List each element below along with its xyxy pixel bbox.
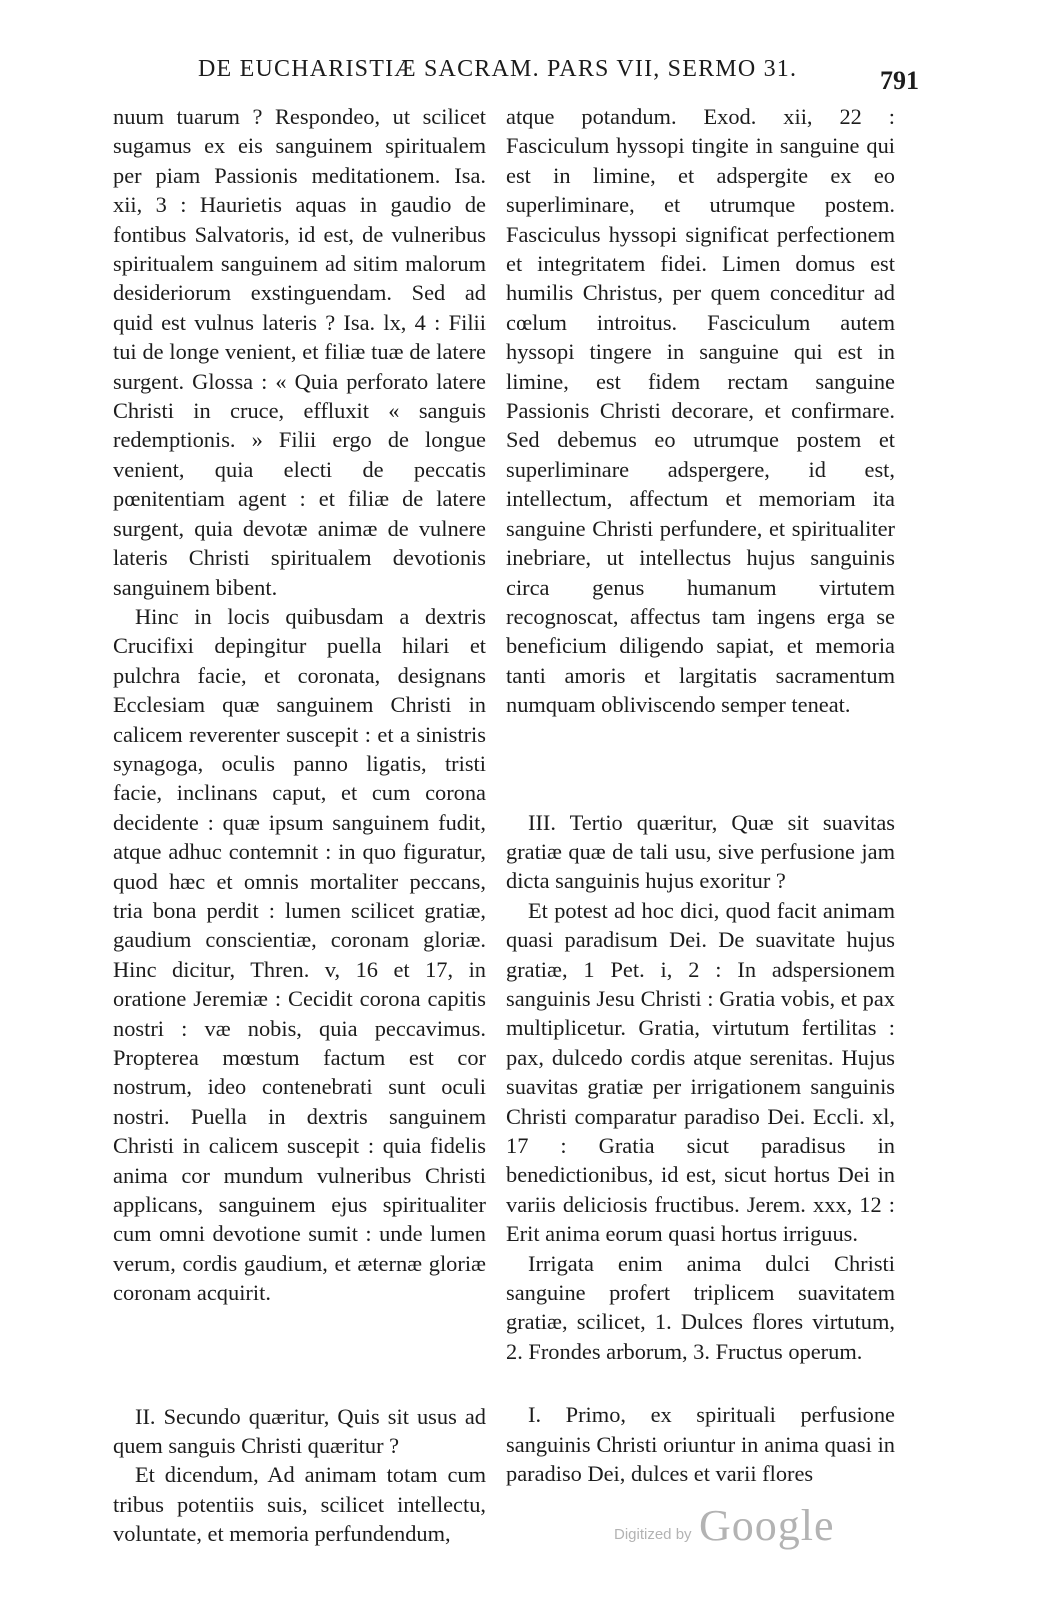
running-head: DE EUCHARISTIÆ SACRAM. PARS VII, SERMO 31. bbox=[198, 56, 798, 82]
left-column bbox=[113, 102, 486, 1549]
section-gap bbox=[113, 1308, 486, 1402]
right-column bbox=[506, 102, 895, 1488]
left-paragraph-1: nuum tuarum ? Respondeo, ut scilicet sugamus ex eis sanguinem spiritualem per piam Passionis meditationem. Isa. xii, 3 : Haurietis aquas in gaudio de fontibus Salvatoris, id est, de vulneribus spiritualem sanguinem ad sitim malorum desideriorum exstinguendam. Sed ad quid est vulnus lateris ? Isa. lx, 4 : Filii tui de longe venient, et filiæ tuæ de latere surgent. Glossa : « Quia perforato latere Christi in cruce, effluxit « sanguis redemptionis. » Filii ergo de longue venient, quia electi de peccatis pœnitentiam agent : et filiæ de latere surgent, quia devotæ animæ de vulnere lateris Christi spiritualem devotionis sanguinem bibent. bbox=[113, 104, 486, 600]
right-paragraph-4: Irrigata enim anima dulci Christi sanguine profert triplicem suavitatem gratiæ, scilicet, 1. Dulces flores virtutum, 2. Frondes arborum, 3. Fructus operum. bbox=[506, 1250, 895, 1364]
left-paragraph-2: Hinc in locis quibusdam a dextris Crucifixi depingitur puella hilari et pulchra facie, et coronata, designans Ecclesiam quæ sanguinem Christi in calicem reverenter suscepit : et a sinistris synagoga, oculis panno ligatis, tristi facie, inclinans caput, et cum corona decidente : quæ ipsum sanguinem fudit, atque adhuc contemnit : in quo figuratur, quod hæc et omnis mortaliter peccans, tria bona perdit : lumen scilicet gratiæ, gaudium conscientiæ, coronam gloriæ. Hinc dicitur, Thren. v, 16 et 17, in oratione Jeremiæ : Cecidit corona capitis nostri : væ nobis, quia peccavimus. Propterea mœstum factum est cor nostrum, ideo contenebrati sunt oculi nostri. Puella in dextris sanguinem Christi in calicem suscepit : quia fidelis anima cor mundum vulneribus Christi applicans, sanguinem ejus spiritualiter cum omni devotione sumit : unde lumen verum, cordis gaudium, et æternæ gloriæ coronam acquirit. bbox=[113, 603, 486, 1306]
right-paragraph-3: Et potest ad hoc dici, quod facit animam quasi paradisum Dei. De suavitate hujus gratiæ, 1 Pet. i, 2 : In adspersionem sanguinis Jesu Christi : Gratia vobis, et pax multiplicetur. Gratia, virtutum fertilitas : pax, dulcedo cordis atque serenitas. Hujus suavitas gratiæ per irrigationem sanguinis Christi comparatur paradiso Dei. Eccli. xl, 17 : Gratia sicut paradisus in benedictionibus, id est, sicut hortus Dei in variis deliciosis fructibus. Jerem. xxx, 12 : Erit anima eorum quasi hortus irriguus. bbox=[506, 897, 895, 1247]
page-number: 791 bbox=[880, 66, 919, 95]
right-paragraph-5: I. Primo, ex spirituali perfusione sanguinis Christi oriuntur in anima quasi in paradiso Dei, dulces et varii flores bbox=[506, 1402, 895, 1487]
digitized-watermark bbox=[614, 1500, 854, 1552]
digitized-by-text: Digitized by bbox=[614, 1526, 692, 1543]
section-heading-ii: II. Secundo quæritur, Quis sit usus ad quem sanguis Christi quæritur ? bbox=[113, 1403, 486, 1459]
right-paragraph-1: atque potandum. Exod. xii, 22 : Fasciculum hyssopi tingite in sanguine qui est in limine, et adspergite ex eo superliminare, et utrumque postem. Fasciculus hyssopi significat perfectionem et integritatem fidei. Limen domus est humilis Christus, per quem conceditur ad cœlum introitus. Fasciculum autem hyssopi tingere in sanguine qui est in limine, est fidem rectam sanguine Passionis Christi decorare, et confirmare. Sed debemus eo utrumque postem et superliminare adspergere, id est, intellectum, affectum et memoriam ita sanguine Christi perfundere, et spiritualiter inebriare, ut intellectus hujus sanguinis circa genus humanum virtutem recognoscat, affectus tam ingens erga se beneficium diligendo sapiat, et memoria tanti amoris et largitatis sacramentum numquam obliviscendo semper teneat. bbox=[506, 104, 895, 718]
section-gap bbox=[506, 720, 895, 808]
section-gap bbox=[506, 1366, 895, 1400]
left-paragraph-4: Et dicendum, Ad animam totam cum tribus potentiis suis, scilicet intellectu, voluntate, et memoria perfundendum, bbox=[113, 1462, 486, 1547]
section-heading-iii: III. Tertio quæritur, Quæ sit suavitas gratiæ quæ de tali usu, sive perfusione jam dicta sanguinis hujus exoritur ? bbox=[506, 809, 895, 894]
google-logo: Google bbox=[699, 1501, 835, 1550]
